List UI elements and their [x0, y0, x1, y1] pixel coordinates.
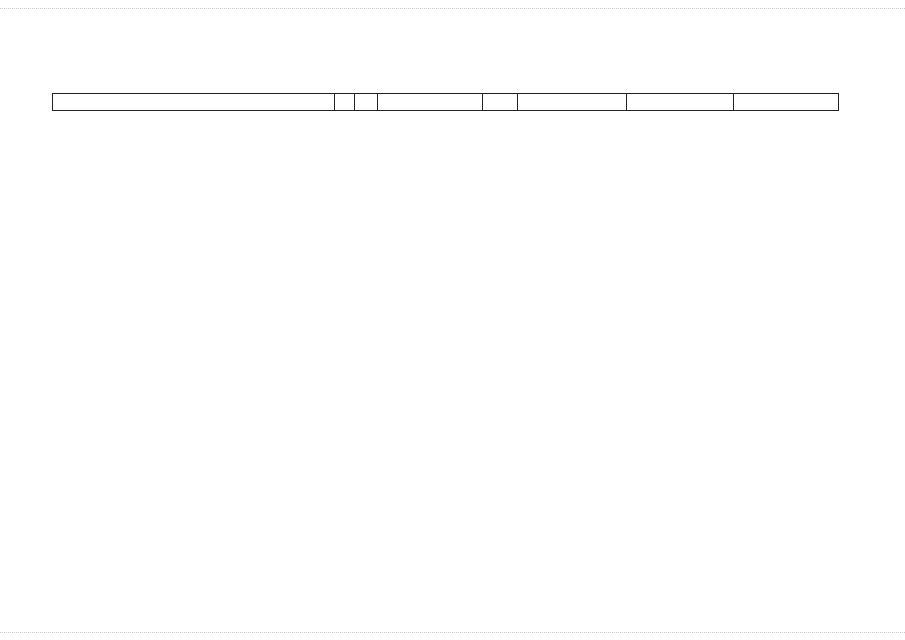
- header-col-5: [483, 94, 518, 110]
- header-col-2: [335, 94, 355, 110]
- header-col-8: [734, 94, 838, 110]
- header-col-4: [378, 94, 483, 110]
- header-col-1: [53, 94, 335, 110]
- header-col-3: [355, 94, 378, 110]
- header-col-6: [518, 94, 627, 110]
- scan-border-top: [0, 8, 905, 11]
- table-header: [52, 93, 839, 111]
- scan-border-bottom: [0, 632, 905, 635]
- header-col-7: [627, 94, 734, 110]
